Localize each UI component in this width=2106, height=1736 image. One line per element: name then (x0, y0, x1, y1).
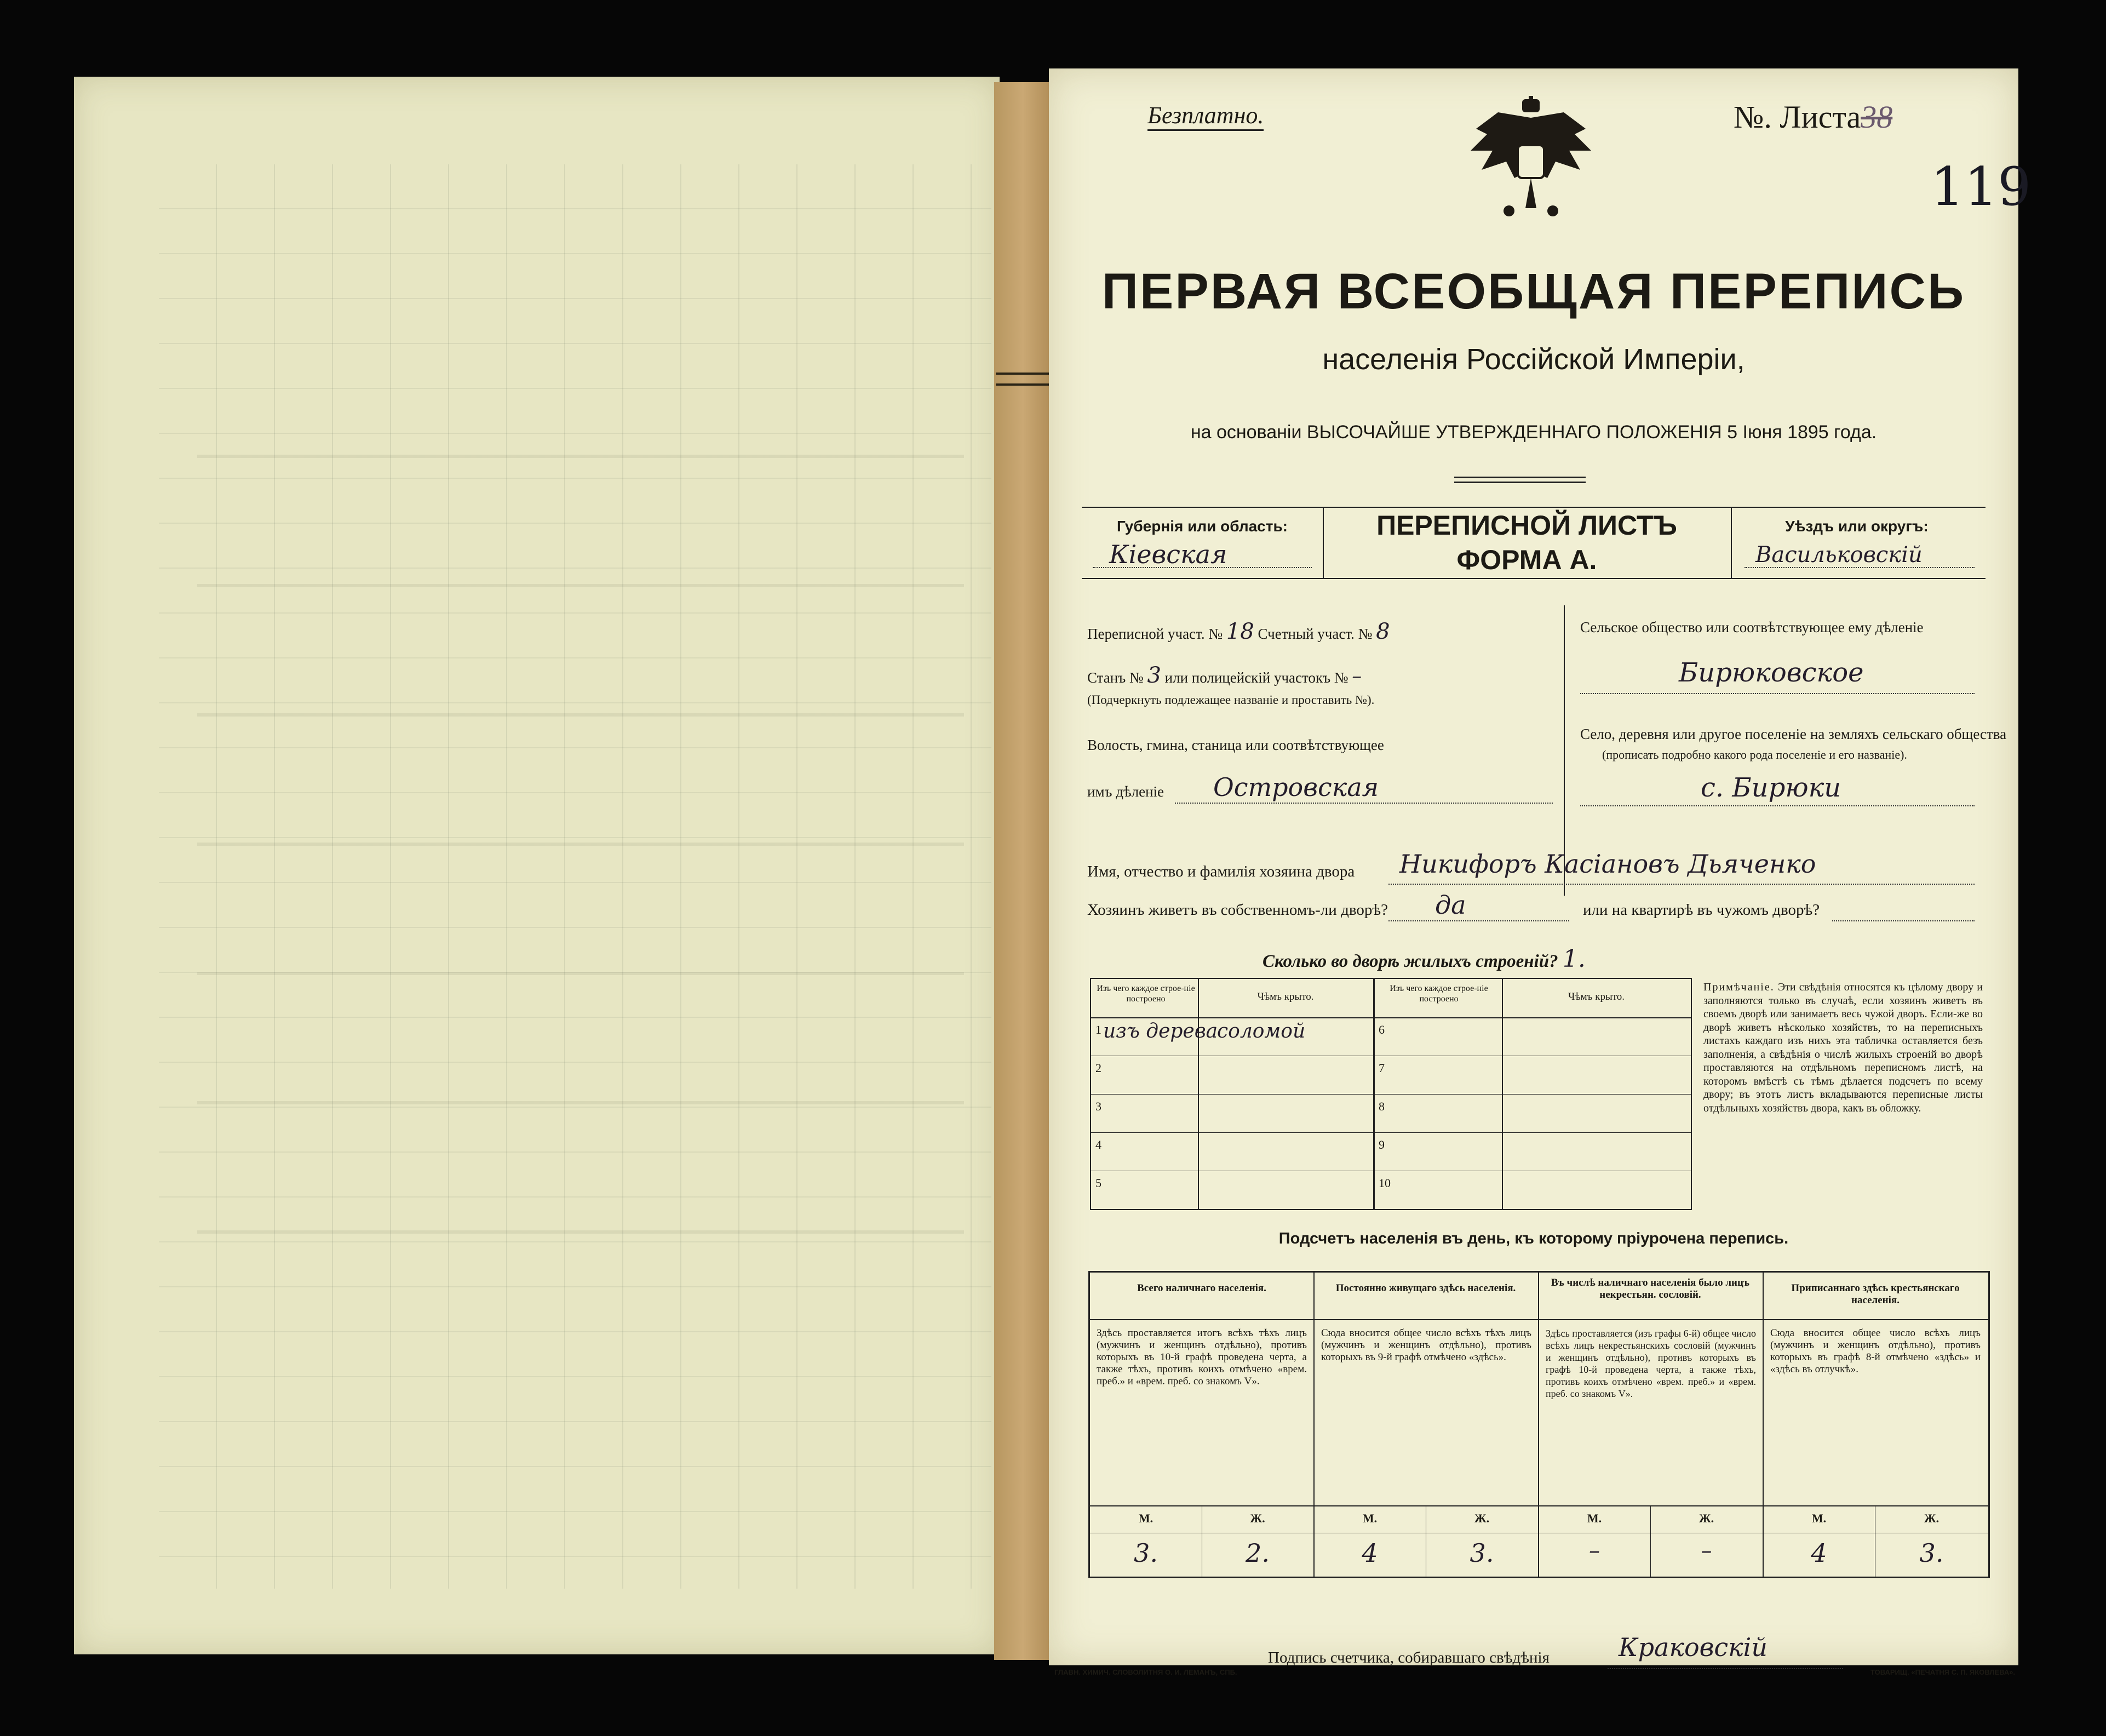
spine-thread (996, 373, 1051, 375)
volost-value: Островская (1213, 772, 1379, 802)
row1-roof: соломой (1217, 1020, 1306, 1042)
note-title: Примѣчаніе. (1703, 981, 1775, 993)
row-number: 6 (1379, 1023, 1385, 1036)
note (1703, 981, 1983, 1115)
page-number-handwritten: 119 (1931, 156, 2032, 217)
province-label: Губернія или область: (1116, 518, 1288, 535)
volost-label: Волость, гмина, станица или соотвѣтствующее (1087, 737, 1384, 753)
row1-material: изъ дерева (1103, 1020, 1218, 1042)
group-description: Сюда вносится общее число всѣхъ тѣхъ лицъ (мужчинъ и женщинъ отдѣльно), противъ которыхъ въ 9-й графѣ отмѣчено «здѣсь». (1321, 1327, 1531, 1363)
count-value: – (1589, 1538, 1600, 1563)
row-number: 7 (1379, 1061, 1385, 1075)
counting-section-label: Счетный участ. № (1258, 626, 1373, 642)
free-label: Безплатно. (1147, 101, 1264, 131)
row-number: 1 (1095, 1023, 1101, 1036)
male-label: М. (1811, 1511, 1827, 1525)
row-number: 10 (1379, 1176, 1391, 1190)
female-label: Ж. (1474, 1511, 1490, 1525)
basis-prefix: на основаніи (1190, 422, 1302, 443)
col-material-left: Изъ чего каждое строе-ніе построено (1097, 984, 1195, 1004)
count-table-title: Подсчетъ населенія въ день, къ которому пріурочена перепись. (1278, 1230, 1789, 1247)
book-spine (994, 82, 1052, 1660)
owner-name-label: Имя, отчество и фамилія хозяина двора (1087, 863, 1355, 880)
census-section-row (1087, 619, 1390, 644)
buildings-label: Сколько во дворѣ жилыхъ строеній? (1263, 952, 1558, 971)
count-value: 3. (1919, 1538, 1944, 1568)
society-label: Сельское общество или соотвѣтствующее ему дѣленіе (1580, 619, 1924, 635)
printer-left: ГЛАВН. ХИМИЧ. СЛОВОЛИТНЯ О. И. ЛЕМАНЪ, СПБ. (1054, 1668, 1237, 1676)
count-value: – (1701, 1538, 1712, 1563)
female-label: Ж. (1924, 1511, 1939, 1525)
group-header: Приписаннаго здѣсь крестьянскаго населенія. (1791, 1282, 1960, 1306)
col-material-right: Изъ чего каждое строе-ніе построено (1390, 984, 1488, 1004)
village-hint: (прописать подробно какого рода поселеніе и его названіе). (1602, 748, 1907, 761)
female-label: Ж. (1250, 1511, 1265, 1525)
spine-thread (996, 383, 1051, 386)
female-label: Ж. (1698, 1511, 1714, 1525)
count-table (1088, 1271, 1990, 1578)
note-text: Эти свѣдѣнія относятся къ цѣлому двору и заполняются только въ случаѣ, если хозяинъ живетъ въ своемъ дворѣ или занимаетъ весь чужой дворъ. Если-же во дворѣ живетъ нѣсколько хозяйствъ, то на переписныхъ листахъ каждаго изъ нихъ эта табличка оставляется безъ заполненія, а свѣдѣнія о числѣ жилыхъ строеній во дворѣ проставляются на отдѣльномъ переписномъ листѣ, на которомъ вмѣстѣ съ тѣмъ дѣлается подсчетъ по всему двору; въ этотъ листъ вкладываются переписные листы отдѣльныхъ хозяйствъ двора, какъ въ обложку. (1703, 981, 1983, 1114)
form-title: ФОРМА А. (1456, 545, 1597, 575)
census-form-page (1049, 68, 2032, 1676)
male-label: М. (1138, 1511, 1154, 1525)
group-header: Въ числѣ наличнаго населенія было лицъ некрестьян. сословій. (1551, 1277, 1749, 1300)
count-value: 3. (1134, 1538, 1158, 1568)
group-header: Всего наличнаго населенія. (1137, 1282, 1266, 1294)
row-number: 2 (1095, 1061, 1101, 1075)
buildings-count-row (1263, 945, 1586, 973)
sheet-label (1734, 99, 1892, 135)
basis-date: 5 Іюня 1895 года. (1727, 422, 1877, 443)
residence-alt-label: или на квартирѣ въ чужомъ дворѣ? (1583, 901, 1820, 919)
printer-right: ТОВАРИЩ. «ПЕЧАТНЯ С. П. ЯКОВЛЕВА». (1870, 1668, 2016, 1676)
left-page-bleedthrough (197, 329, 964, 1260)
sheet-number-struck: 38 (1861, 99, 1893, 135)
count-value: 2. (1246, 1538, 1270, 1568)
census-section-value: 18 (1226, 619, 1254, 644)
row-number: 8 (1379, 1099, 1385, 1113)
village-label: Село, деревня или другое поселеніе на земляхъ сельскаго общества (1580, 726, 2007, 742)
row-number: 5 (1095, 1176, 1101, 1190)
society-value: Бирюковское (1679, 657, 1864, 688)
district-value: Васильковскій (1755, 542, 1923, 568)
stan-label: Станъ № (1087, 669, 1144, 686)
col-roof-left: Чѣмъ крыто. (1257, 991, 1314, 1002)
signature-label: Подпись счетчика, собиравшаго свѣдѣнія (1268, 1649, 1550, 1666)
count-value: 4 (1811, 1538, 1827, 1568)
row-number: 9 (1379, 1138, 1385, 1151)
stan-value: 3 (1147, 663, 1161, 688)
district-label: Уѣздъ или округъ: (1785, 518, 1929, 535)
ornament-divider (1454, 477, 1586, 483)
basis-line (1049, 422, 2018, 443)
group-header: Постоянно живущаго здѣсь населенія. (1335, 1282, 1516, 1294)
main-title: ПЕРВАЯ ВСЕОБЩАЯ ПЕРЕПИСЬ (1101, 263, 1966, 319)
row-number: 4 (1095, 1138, 1101, 1151)
police-label: или полицейскій участокъ № (1164, 669, 1348, 686)
police-value: – (1352, 665, 1362, 687)
village-value: с. Бирюки (1701, 772, 1841, 803)
imperial-eagle-icon (1465, 96, 1597, 227)
residence-value: да (1435, 890, 1466, 920)
census-section-label: Переписной участ. № (1087, 626, 1223, 642)
counting-section-value: 8 (1376, 619, 1390, 644)
volost-label-2: имъ дѣленіе (1087, 783, 1164, 800)
group-description: Здѣсь проставляется итогъ всѣхъ тѣхъ лицъ (мужчинъ и женщинъ отдѣльно), противъ которыхъ въ 10-й графѣ проведена черта, а также тѣхъ, противъ коихъ отмѣчено «врем. преб.» и «врем. преб. со знакомъ V». (1097, 1327, 1307, 1387)
male-label: М. (1362, 1511, 1378, 1525)
stan-row (1087, 663, 1362, 688)
stan-hint: (Подчеркнуть подлежащее названіе и проставить №). (1087, 693, 1375, 707)
basis-emphasis: ВЫСОЧАЙШЕ УТВЕРЖДЕННАГО ПОЛОЖЕНІЯ (1306, 422, 1722, 443)
row-number: 3 (1095, 1099, 1101, 1113)
count-value: 4 (1362, 1538, 1378, 1568)
province-value: Кіевская (1109, 540, 1227, 569)
count-value: 3. (1470, 1538, 1494, 1568)
buildings-table (1090, 978, 1692, 1210)
male-label: М. (1587, 1511, 1602, 1525)
group-description: Здѣсь проставляется (изъ графы 6-й) общее число всѣхъ лицъ некрестьянскихъ сословій (мужчинъ и женщинъ отдѣльно), противъ которыхъ въ графѣ 10-й проведена черта, а также тѣхъ, противъ коихъ отмѣчено «врем. преб.» и «врем. преб. со знакомъ V». (1546, 1328, 1756, 1399)
sheet-title: ПЕРЕПИСНОЙ ЛИСТЪ (1376, 510, 1677, 541)
col-roof-right: Чѣмъ крыто. (1568, 991, 1625, 1002)
buildings-value: 1. (1562, 945, 1586, 973)
owner-name-value: Никифоръ Касіановъ Дьяченко (1399, 849, 1816, 879)
group-description: Сюда вносится общее число всѣхъ лицъ (мужчинъ и женщинъ отдѣльно), противъ которыхъ въ графѣ 8-й отмѣчено «здѣсь» и «здѣсь въ отлучкѣ». (1770, 1327, 1981, 1375)
sheet-label-text: №. Листа (1734, 99, 1861, 135)
residence-label: Хозяинъ живетъ въ собственномъ-ли дворѣ? (1087, 901, 1388, 919)
subtitle: населенія Россійской Имперіи, (1322, 343, 1745, 376)
signature-value: Краковскій (1619, 1632, 1768, 1662)
